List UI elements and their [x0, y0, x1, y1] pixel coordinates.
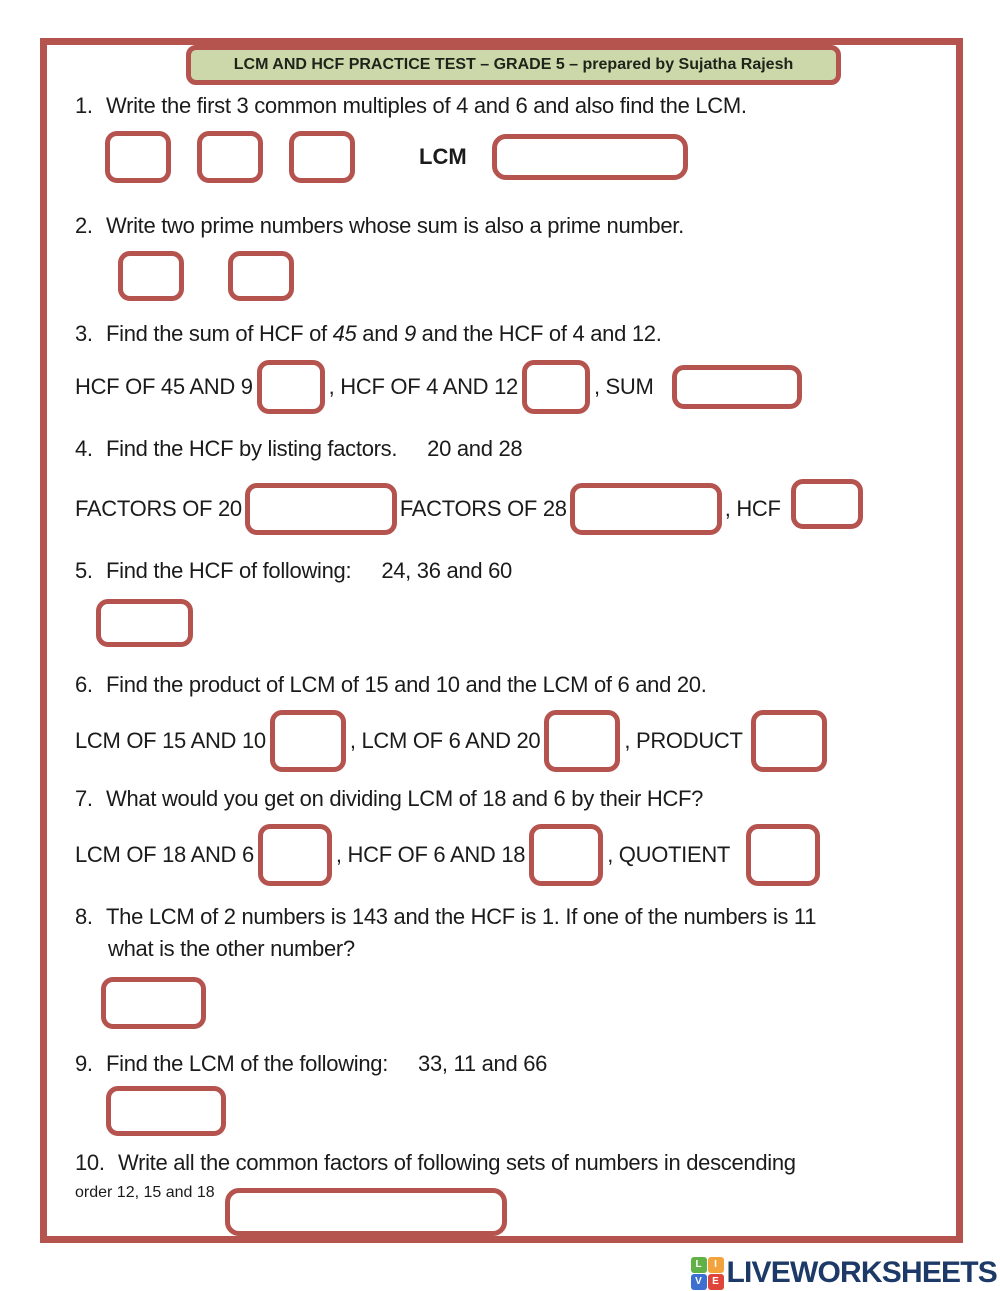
q4-factors-28-box[interactable] [570, 483, 722, 535]
question-9-text: Find the LCM of the following: 33, 11 and 66 [106, 1051, 548, 1076]
question-5-text: Find the HCF of following: 24, 36 and 60 [106, 558, 512, 583]
question-7-number: 7. [75, 786, 93, 811]
question-6-text: Find the product of LCM of 15 and 10 and the LCM of 6 and 20. [106, 672, 707, 697]
q4-label-factors-28: FACTORS OF 28 [399, 496, 567, 521]
question-8 [75, 901, 938, 1029]
q6-label-lcm-15-10: LCM OF 15 AND 10 [75, 728, 266, 753]
logo-letter-i: I [708, 1257, 724, 1273]
logo-letter-v: V [691, 1274, 707, 1290]
q8-answer-box[interactable] [101, 977, 206, 1029]
question-10 [75, 1150, 938, 1236]
question-7-text: What would you get on dividing LCM of 18 and 6 by their HCF? [106, 786, 704, 811]
q4-numbers: 20 and 28 [427, 436, 523, 461]
q5-hcf-box[interactable] [96, 599, 193, 647]
q1-multiple-box-1[interactable] [105, 131, 171, 183]
q3-label-sum: , SUM [593, 374, 654, 399]
question-4-text: Find the HCF by listing factors. 20 and 28 [106, 436, 523, 461]
question-3-text: Find the sum of HCF of 45 and 9 and the HCF of 4 and 12. [106, 321, 662, 346]
q1-lcm-label: LCM [419, 144, 467, 169]
q4-hcf-box[interactable] [791, 479, 863, 529]
question-10-text-line1: Write all the common factors of following sets of numbers in descending [118, 1150, 796, 1175]
q7-hcf-6-18-box[interactable] [529, 824, 603, 886]
q6-label-product: , PRODUCT [624, 728, 743, 753]
q3-italic-45: 45 [332, 321, 357, 346]
q10-common-factors-box[interactable] [225, 1188, 507, 1236]
logo-letter-e: E [708, 1274, 724, 1290]
q7-label-hcf-6-18: , HCF OF 6 AND 18 [335, 842, 526, 867]
q5-numbers: 24, 36 and 60 [381, 558, 512, 583]
q7-label-lcm-18-6: LCM OF 18 AND 6 [75, 842, 254, 867]
q3-hcf-45-9-box[interactable] [257, 360, 325, 414]
question-5 [75, 558, 938, 647]
question-3-number: 3. [75, 321, 93, 346]
liveworksheets-logo-icon [691, 1257, 724, 1290]
question-6-number: 6. [75, 672, 93, 697]
q7-quotient-box[interactable] [746, 824, 820, 886]
q4-factors-20-box[interactable] [245, 483, 397, 535]
q3-label-hcf-4-12: , HCF OF 4 AND 12 [328, 374, 518, 399]
worksheet-title: LCM AND HCF PRACTICE TEST – GRADE 5 – prepared by Sujatha Rajesh [233, 56, 794, 73]
worksheet-content [47, 45, 956, 1236]
worksheet-title-banner [186, 45, 841, 85]
q4-label-factors-20: FACTORS OF 20 [75, 496, 242, 521]
q3-sum-box[interactable] [672, 365, 802, 409]
q3-label-hcf-45-9: HCF OF 45 AND 9 [75, 374, 253, 399]
question-4 [75, 436, 938, 539]
question-1-number: 1. [75, 93, 93, 118]
question-9 [75, 1051, 938, 1136]
q1-lcm-answer-box[interactable] [492, 134, 688, 180]
question-10-number: 10. [75, 1150, 105, 1175]
question-10-text-line2: order 12, 15 and 18 [75, 1184, 215, 1201]
q6-label-lcm-6-20: , LCM OF 6 AND 20 [349, 728, 541, 753]
q2-prime-box-1[interactable] [118, 251, 184, 301]
question-8-number: 8. [75, 904, 93, 929]
q2-prime-box-2[interactable] [228, 251, 294, 301]
question-2-number: 2. [75, 213, 93, 238]
question-2 [75, 213, 938, 301]
q4-label-hcf: , HCF [724, 496, 781, 521]
question-1-text: Write the first 3 common multiples of 4 and 6 and also find the LCM. [106, 93, 747, 118]
q3-hcf-4-12-box[interactable] [522, 360, 590, 414]
q3-italic-9: 9 [403, 321, 416, 346]
question-8-text-line1: The LCM of 2 numbers is 143 and the HCF is 1. If one of the numbers is 11 [106, 904, 817, 929]
question-7 [75, 786, 938, 886]
worksheet-border [40, 38, 963, 1243]
q1-multiple-box-2[interactable] [197, 131, 263, 183]
question-9-number: 9. [75, 1051, 93, 1076]
question-2-text: Write two prime numbers whose sum is also a prime number. [106, 213, 684, 238]
q7-lcm-18-6-box[interactable] [258, 824, 332, 886]
q6-lcm-6-20-box[interactable] [544, 710, 620, 772]
logo-letter-l: L [691, 1257, 707, 1273]
question-6 [75, 672, 938, 772]
question-4-number: 4. [75, 436, 93, 461]
q1-multiple-box-3[interactable] [289, 131, 355, 183]
q7-label-quotient: , QUOTIENT [607, 842, 731, 867]
q9-lcm-box[interactable] [106, 1086, 226, 1136]
liveworksheets-logo[interactable] [691, 1256, 998, 1290]
question-8-text-line2: what is the other number? [108, 936, 355, 961]
question-5-number: 5. [75, 558, 93, 583]
q9-numbers: 33, 11 and 66 [418, 1051, 548, 1076]
liveworksheets-wordmark: LIVEWORKSHEETS [726, 1256, 997, 1289]
q6-product-box[interactable] [751, 710, 827, 772]
question-1 [75, 93, 938, 183]
question-3 [75, 321, 938, 414]
q6-lcm-15-10-box[interactable] [270, 710, 346, 772]
